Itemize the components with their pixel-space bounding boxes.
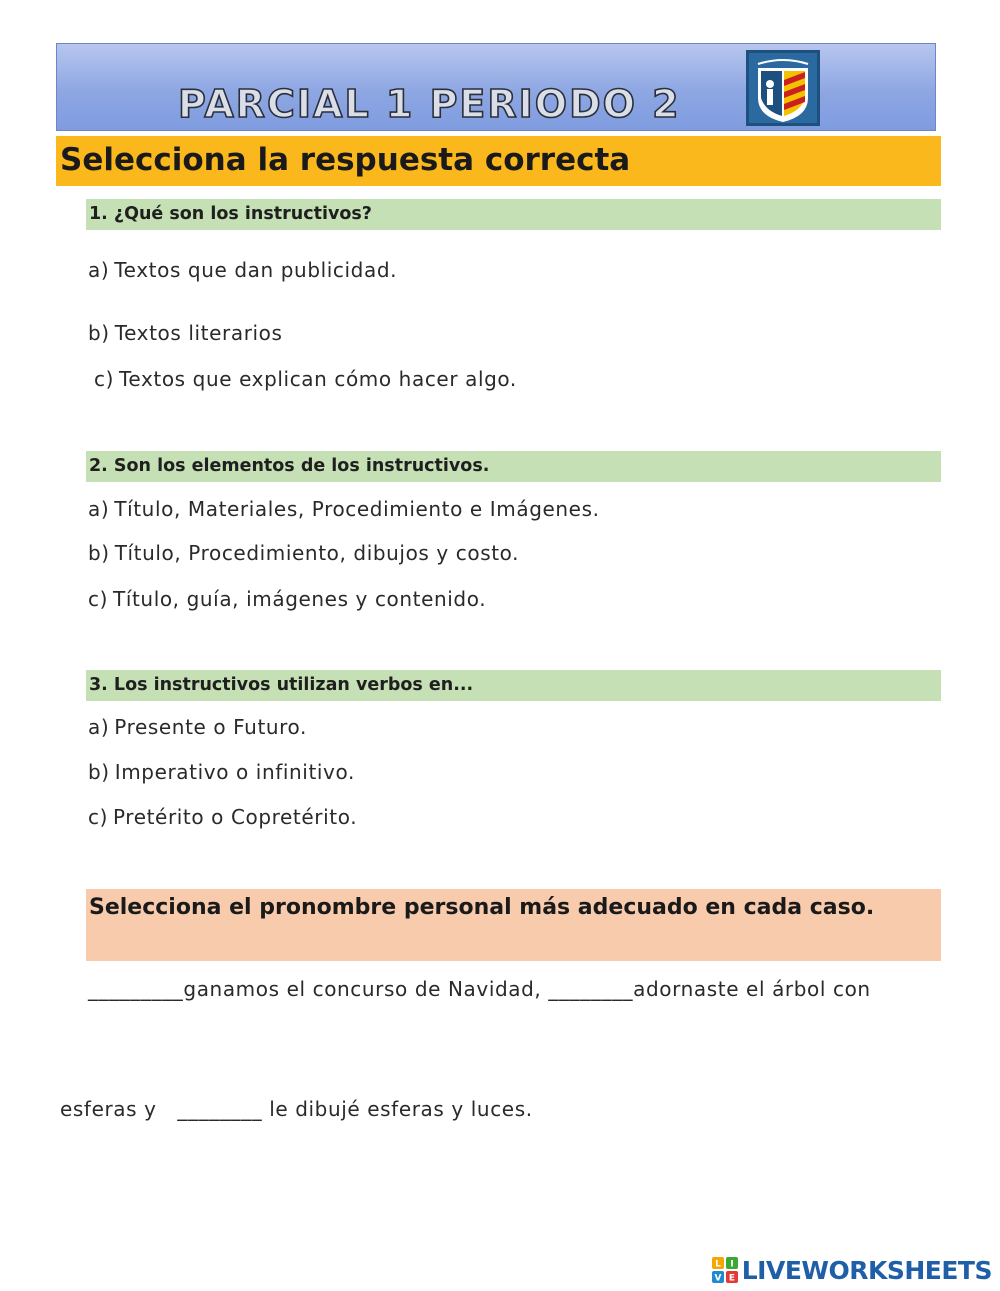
icon-letter: E — [728, 1273, 735, 1283]
option-text: Título, Materiales, Procedimiento e Imágenes. — [114, 497, 600, 521]
option-text: Textos que explican cómo hacer algo. — [119, 367, 517, 391]
fill-blank-sentence-line-2[interactable]: esferas y ________ le dibujé esferas y luces. — [60, 1097, 533, 1121]
section-heading-pronouns: Selecciona el pronombre personal más adecuado en cada caso. — [86, 889, 941, 961]
question-3: 3. Los instructivos utilizan verbos en... — [86, 670, 941, 701]
option-letter: a) — [88, 497, 110, 521]
question-2-option-b[interactable] — [88, 541, 519, 565]
liveworksheets-logo-icon — [712, 1257, 738, 1283]
option-letter: b) — [88, 541, 110, 565]
liveworksheets-brand[interactable] — [712, 1253, 992, 1287]
option-text: Textos que dan publicidad. — [114, 258, 398, 282]
question-1-option-a[interactable] — [88, 258, 397, 282]
question-2-option-a[interactable] — [88, 497, 600, 521]
option-letter: c) — [88, 805, 108, 829]
section-heading-select-answer: Selecciona la respuesta correcta — [56, 136, 941, 186]
option-letter: a) — [88, 258, 110, 282]
fill-blank-sentence-line-1[interactable]: _________ganamos el concurso de Navidad, ________adornaste el árbol con — [88, 977, 871, 1001]
option-text: Imperativo o infinitivo. — [114, 760, 355, 784]
option-text: Título, guía, imágenes y contenido. — [113, 587, 487, 611]
question-2-option-c[interactable] — [88, 587, 486, 611]
liveworksheets-brand-text: LIVEWORKSHEETS — [741, 1255, 992, 1285]
icon-letter: V — [714, 1273, 722, 1283]
option-letter: b) — [88, 321, 110, 345]
question-3-option-b[interactable] — [88, 760, 355, 784]
question-3-option-c[interactable] — [88, 805, 357, 829]
question-1-option-c[interactable] — [94, 367, 517, 391]
question-1-option-b[interactable] — [88, 321, 283, 345]
option-letter: c) — [88, 587, 108, 611]
icon-letter: L — [714, 1259, 721, 1270]
option-text: Presente o Futuro. — [114, 715, 307, 739]
option-text: Textos literarios — [114, 321, 283, 345]
option-letter: b) — [88, 760, 110, 784]
page-title: PARCIAL 1 PERIODO 2 — [178, 82, 681, 126]
question-3-option-a[interactable] — [88, 715, 307, 739]
question-1: 1. ¿Qué son los instructivos? — [86, 199, 941, 230]
icon-letter: I — [730, 1259, 734, 1270]
option-letter: c) — [94, 367, 114, 391]
question-2: 2. Son los elementos de los instructivos. — [86, 451, 941, 482]
option-letter: a) — [88, 715, 110, 739]
option-text: Título, Procedimiento, dibujos y costo. — [114, 541, 520, 565]
option-text: Pretérito o Copretérito. — [113, 805, 358, 829]
school-crest-logo — [746, 50, 820, 126]
